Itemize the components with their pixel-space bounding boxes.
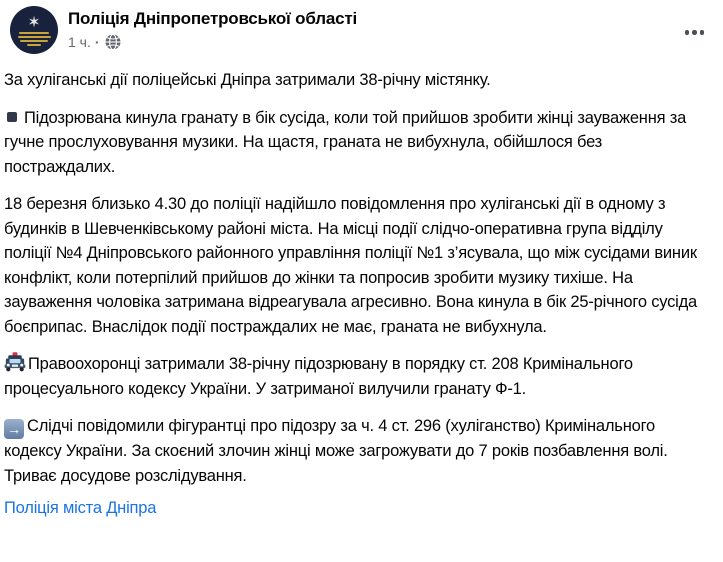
ellipsis-dot	[692, 30, 697, 35]
post-paragraph	[4, 414, 713, 488]
page-avatar[interactable]	[10, 6, 58, 54]
paragraph-text: Правоохоронці затримали 38-річну підозрювану в порядку ст. 208 Кримінального процесуального кодексу України. У затриманої вилучили гранату Ф-1.	[4, 355, 633, 398]
avatar-emblem-text-line	[20, 40, 48, 42]
police-car-icon	[4, 352, 26, 372]
ellipsis-dot	[685, 30, 690, 35]
post-meta	[68, 33, 357, 51]
timestamp[interactable]: 1 ч.	[68, 34, 91, 50]
post-header	[0, 0, 723, 54]
post-paragraph	[4, 68, 713, 93]
paragraph-text: Підозрювана кинула гранату в бік сусіда, коли той прийшов зробити жінці зауваження за гучне прослуховування музики. На щастя, граната не вибухнула, обійшлося без постраждалих.	[4, 108, 687, 176]
ellipsis-dot	[700, 30, 705, 35]
more-options-button[interactable]	[683, 24, 707, 41]
post-content	[0, 68, 723, 521]
post-paragraph	[4, 106, 713, 180]
avatar-emblem-text-line	[18, 36, 51, 38]
arrow-right-icon: →	[4, 419, 24, 439]
police-emblem-star-icon: ✶	[27, 13, 41, 31]
post-paragraph	[4, 192, 713, 339]
black-small-square-icon	[7, 112, 17, 122]
post-paragraph	[4, 352, 713, 401]
avatar-emblem-text-line	[27, 44, 41, 46]
paragraph-text: За хуліганські дії поліцейські Дніпра затримали 38-річну містянку.	[4, 71, 491, 89]
header-text	[68, 6, 357, 51]
globe-icon	[105, 34, 121, 50]
paragraph-text: Слідчі повідомили фігурантці про підозру за ч. 4 ст. 296 (хуліганство) Кримінального кодексу України. За скоєний злочин жінці може загрожувати до 7 років позбавлення волі. Триває досудове розслідування.	[4, 417, 668, 485]
meta-separator: ·	[94, 34, 100, 50]
page-mention-link[interactable]: Поліція міста Дніпра	[4, 499, 157, 518]
page-name-link[interactable]: Поліція Дніпропетровської області	[68, 9, 357, 28]
avatar-emblem-text-line	[19, 32, 49, 34]
paragraph-text: 18 березня близько 4.30 до поліції надійшло повідомлення про хуліганські дії в одному з будинків в Шевченківському районі міста. На місці події слідчо-оперативна група відділу поліції №4 Дніпровського районного управління поліції №1 з’ясувала, що між сусідами виник конфлікт, коли потерпілий прийшов до жінки та попросив зробити музику тихіше. На зауваження чоловіка затримана відреагувала агресивно. Вона кинула в бік 25-річного сусіда боєприпас. Внаслідок події постраждалих не має, граната не вибухнула.	[4, 195, 698, 336]
